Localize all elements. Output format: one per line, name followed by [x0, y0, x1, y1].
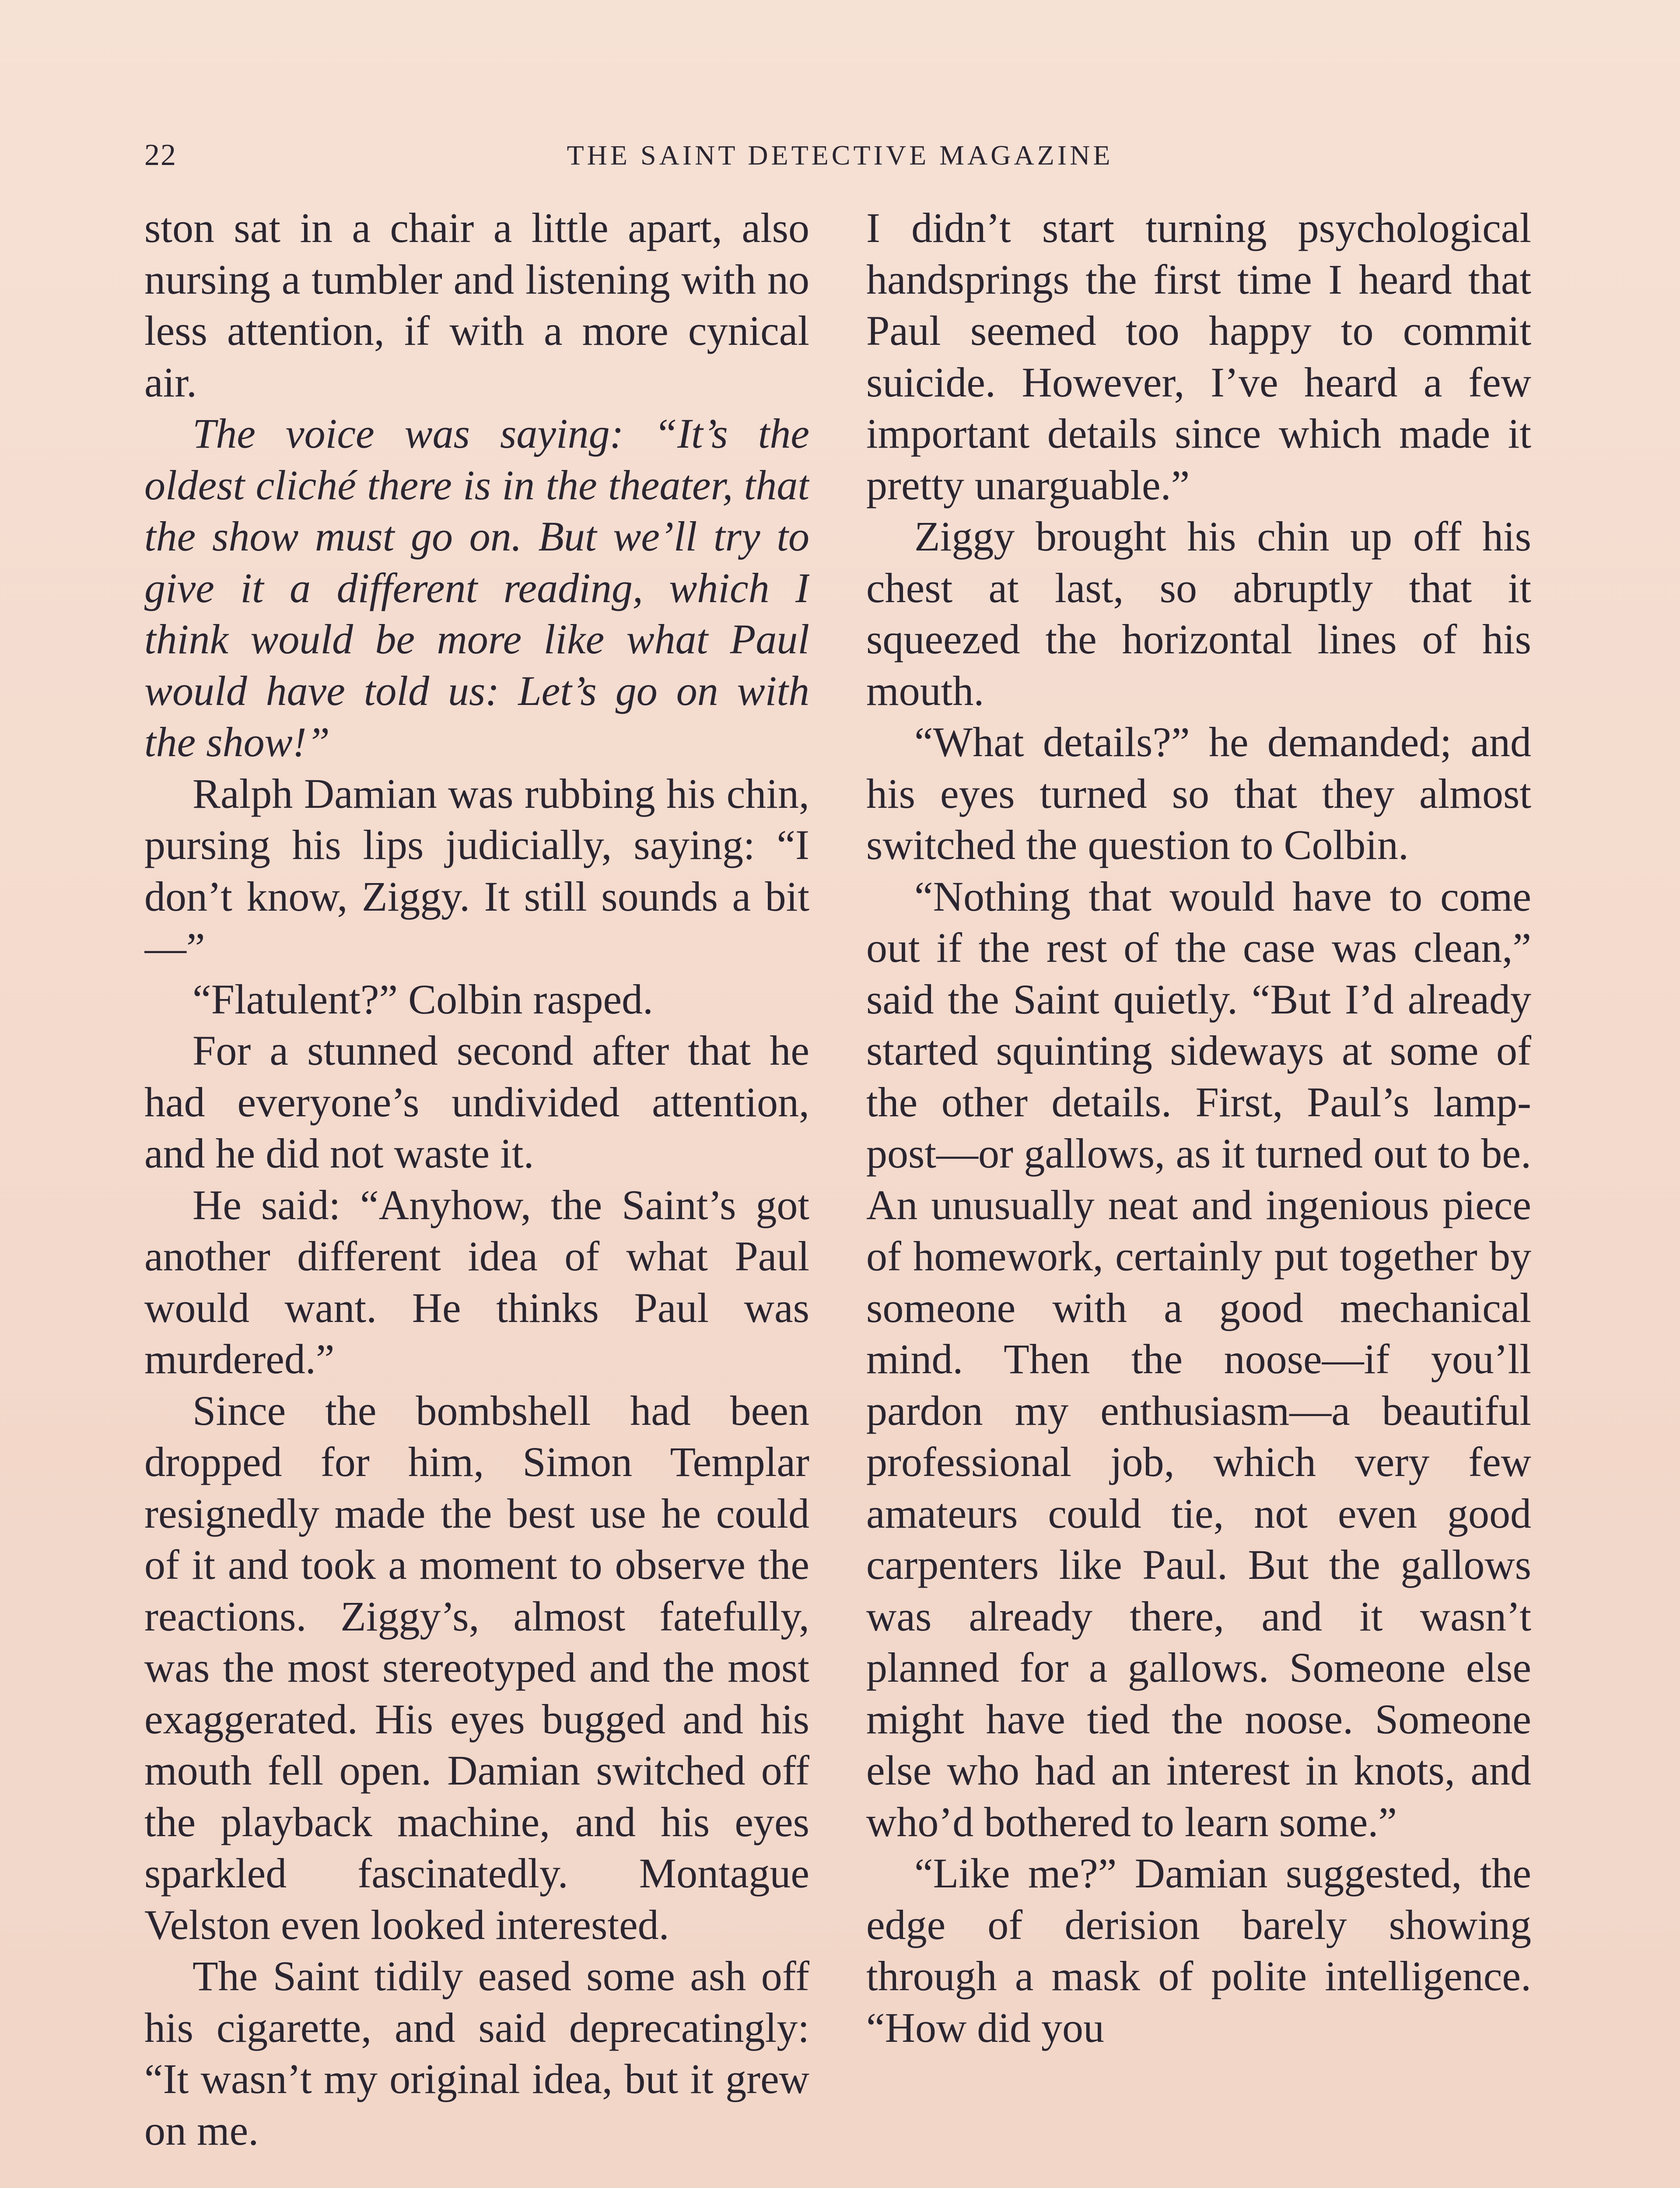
page-number: 22: [144, 138, 177, 172]
paragraph: Ziggy brought his chin up off his chest at last, so abruptly that it squeezed the horizontal lines of his mouth.: [866, 513, 1531, 714]
running-head: THE SAINT DETECTIVE MAGAZINE: [567, 140, 1113, 171]
paragraph: “What details?” he demanded; and his eyes turned so that they almost switched the question to Colbin.: [866, 719, 1531, 868]
page-header: [144, 131, 1536, 179]
paragraph: For a stunned second after that he had everyone’s undivided attention, and he did not waste it.: [144, 1027, 809, 1177]
right-column: [866, 202, 1531, 2188]
paragraph: The voice was saying: “It’s the oldest cliché there is in the theater, that the show must go on. But we’ll try to give it a different reading, which I think would be more like what Paul would have told us: Let’s go on with the show!”: [144, 410, 809, 765]
left-column: [144, 202, 809, 2188]
paragraph: Since the bombshell had been dropped for him, Simon Templar resignedly made the best use he could of it and took a moment to observe the reactions. Ziggy’s, almost fatefully, was the most stereotyped and the most exaggerated. His eyes bugged and his mouth fell open. Damian switched off the playback machine, and his eyes sparkled fascinatedly. Montague Velston even looked interested.: [144, 1387, 809, 1948]
paragraph: ston sat in a chair a little apart, also nursing a tumbler and listening with no less attention, if with a more cynical air.: [144, 204, 809, 406]
paragraph: “Nothing that would have to come out if the rest of the case was clean,” said the Saint quietly. “But I’d already started squinting sideways at some of the other details. First, Paul’s lamp-post—or gallows, as it turned out to be. An unusually neat and ingenious piece of homework, certainly put together by someone with a good mechanical mind. Then the noose—if you’ll pardon my enthusiasm—a beautiful professional job, which very few amateurs could tie, not even good carpenters like Paul. But the gallows was already there, and it wasn’t planned for a gallows. Someone else might have tied the noose. Someone else who had an interest in knots, and who’d bothered to learn some.”: [866, 873, 1531, 1845]
paragraph: He said: “Anyhow, the Saint’s got another different idea of what Paul would want. He thinks Paul was murdered.”: [144, 1181, 809, 1382]
paragraph: “Like me?” Damian suggested, the edge of derision barely showing through a mask of polite intelligence. “How did you: [866, 1850, 1531, 2051]
paragraph: “Flatulent?” Colbin rasped.: [192, 975, 654, 1023]
paragraph: Ralph Damian was rubbing his chin, pursing his lips judicially, saying: “I don’t know, Ziggy. It still sounds a bit—”: [144, 770, 809, 971]
paragraph: The Saint tidily eased some ash off his cigarette, and said deprecatingly: “It wasn’t my original idea, but it grew on me.: [144, 1953, 809, 2154]
paragraph: I didn’t start turning psychological handsprings the first time I heard that Paul seemed too happy to commit suicide. However, I’ve heard a few important details since which made it pretty unarguable.”: [866, 204, 1531, 508]
